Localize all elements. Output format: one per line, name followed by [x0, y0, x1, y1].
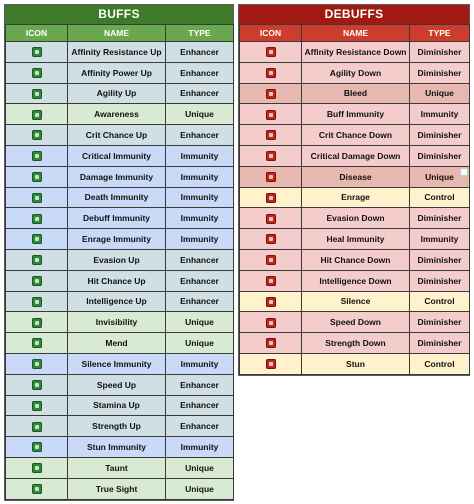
icon-cell — [6, 437, 68, 458]
table-row — [6, 478, 234, 499]
speed-up-icon — [32, 380, 42, 390]
hit-chance-up-icon — [32, 276, 42, 286]
icon-cell — [6, 187, 68, 208]
mend-icon — [32, 338, 42, 348]
type-cell: Immunity — [166, 145, 234, 166]
icon-cell — [240, 62, 302, 83]
table-row — [6, 333, 234, 354]
table-row — [240, 104, 470, 125]
icon-cell — [6, 249, 68, 270]
table-row — [240, 229, 470, 250]
name-cell: Strength Up — [68, 416, 166, 437]
type-cell: Control — [410, 187, 470, 208]
table-row — [240, 42, 470, 63]
buffs-header-name: NAME — [68, 25, 166, 42]
table-row — [6, 145, 234, 166]
table-row — [6, 457, 234, 478]
icon-cell — [240, 312, 302, 333]
table-row — [240, 187, 470, 208]
icon-cell — [240, 249, 302, 270]
table-row — [6, 416, 234, 437]
crit-chance-up-icon — [32, 130, 42, 140]
type-cell: Diminisher — [410, 333, 470, 354]
type-cell: Enhancer — [166, 395, 234, 416]
silence-immunity-icon — [32, 359, 42, 369]
debuffs-header-type: TYPE — [410, 25, 470, 42]
name-cell: Stun — [302, 353, 410, 374]
name-cell: Affinity Power Up — [68, 62, 166, 83]
name-cell: Awareness — [68, 104, 166, 125]
table-row — [6, 62, 234, 83]
table-row — [6, 437, 234, 458]
affinity-power-up-icon — [32, 68, 42, 78]
icon-cell — [6, 333, 68, 354]
table-row — [6, 208, 234, 229]
table-row — [6, 166, 234, 187]
name-cell: Intelligence Down — [302, 270, 410, 291]
name-cell: Debuff Immunity — [68, 208, 166, 229]
table-row — [240, 125, 470, 146]
table-row — [6, 270, 234, 291]
death-immunity-icon — [32, 193, 42, 203]
type-cell: Immunity — [166, 187, 234, 208]
icon-cell — [240, 83, 302, 104]
type-cell: Immunity — [166, 208, 234, 229]
icon-cell — [240, 291, 302, 312]
name-cell: Bleed — [302, 83, 410, 104]
type-cell: Immunity — [166, 229, 234, 250]
buffs-header-row — [6, 25, 234, 42]
strength-down-icon — [266, 338, 276, 348]
type-cell: Unique — [410, 83, 470, 104]
name-cell: Critical Immunity — [68, 145, 166, 166]
icon-cell — [240, 166, 302, 187]
type-cell: Unique — [166, 478, 234, 499]
icon-cell — [240, 104, 302, 125]
icon-cell — [6, 270, 68, 291]
intelligence-down-icon — [266, 276, 276, 286]
type-cell: Diminisher — [410, 145, 470, 166]
disease-icon — [266, 172, 276, 182]
table-row — [240, 249, 470, 270]
true-sight-icon — [32, 484, 42, 494]
type-cell: Enhancer — [166, 62, 234, 83]
icon-cell — [6, 353, 68, 374]
icon-cell — [6, 416, 68, 437]
table-row — [6, 187, 234, 208]
type-cell: Control — [410, 291, 470, 312]
table-row — [240, 353, 470, 374]
name-cell: Silence Immunity — [68, 353, 166, 374]
name-cell: Critical Damage Down — [302, 145, 410, 166]
name-cell: Mend — [68, 333, 166, 354]
stun-immunity-icon — [32, 442, 42, 452]
crit-chance-down-icon — [266, 130, 276, 140]
name-cell: Silence — [302, 291, 410, 312]
icon-cell — [240, 229, 302, 250]
type-cell: Enhancer — [166, 83, 234, 104]
evasion-down-icon — [266, 214, 276, 224]
icon-cell — [6, 395, 68, 416]
table-row — [240, 333, 470, 354]
name-cell: True Sight — [68, 478, 166, 499]
name-cell: Strength Down — [302, 333, 410, 354]
type-cell: Enhancer — [166, 416, 234, 437]
silence-icon — [266, 297, 276, 307]
debuffs-table-body — [240, 42, 470, 375]
table-row — [6, 229, 234, 250]
icon-cell — [6, 83, 68, 104]
icon-cell — [6, 229, 68, 250]
type-cell: Enhancer — [166, 291, 234, 312]
icon-cell — [240, 270, 302, 291]
name-cell: Affinity Resistance Up — [68, 42, 166, 63]
table-row — [240, 166, 470, 187]
enrage-immunity-icon — [32, 234, 42, 244]
buffs-header-icon: ICON — [6, 25, 68, 42]
table-row — [240, 270, 470, 291]
buffs-panel — [4, 4, 234, 501]
icon-cell — [240, 187, 302, 208]
name-cell: Agility Down — [302, 62, 410, 83]
name-cell: Stun Immunity — [68, 437, 166, 458]
name-cell: Death Immunity — [68, 187, 166, 208]
table-row — [6, 125, 234, 146]
name-cell: Disease — [302, 166, 410, 187]
name-cell: Evasion Down — [302, 208, 410, 229]
table-row — [6, 353, 234, 374]
hit-chance-down-icon — [266, 255, 276, 265]
table-row — [6, 249, 234, 270]
type-cell: Immunity — [166, 353, 234, 374]
icon-cell — [6, 312, 68, 333]
type-cell: Diminisher — [410, 208, 470, 229]
buffs-table-body — [6, 42, 234, 500]
debuffs-panel — [238, 4, 470, 376]
icon-cell — [6, 208, 68, 229]
icon-cell — [6, 62, 68, 83]
type-cell: Immunity — [166, 166, 234, 187]
name-cell: Damage Immunity — [68, 166, 166, 187]
icon-cell — [6, 457, 68, 478]
type-cell: Diminisher — [410, 312, 470, 333]
table-row — [6, 42, 234, 63]
stun-icon — [266, 359, 276, 369]
type-cell: Unique — [166, 457, 234, 478]
type-cell: Diminisher — [410, 125, 470, 146]
name-cell: Crit Chance Up — [68, 125, 166, 146]
type-cell: Unique — [166, 333, 234, 354]
table-row — [240, 62, 470, 83]
strength-up-icon — [32, 422, 42, 432]
name-cell: Hit Chance Down — [302, 249, 410, 270]
type-cell: Enhancer — [166, 270, 234, 291]
buffs-header-type: TYPE — [166, 25, 234, 42]
icon-cell — [240, 145, 302, 166]
name-cell: Evasion Up — [68, 249, 166, 270]
heal-immunity-icon — [266, 234, 276, 244]
name-cell: Crit Chance Down — [302, 125, 410, 146]
table-row — [6, 83, 234, 104]
table-row — [6, 374, 234, 395]
name-cell: Speed Down — [302, 312, 410, 333]
table-row — [6, 312, 234, 333]
name-cell: Intelligence Up — [68, 291, 166, 312]
type-cell: Enhancer — [166, 374, 234, 395]
type-cell: Diminisher — [410, 249, 470, 270]
name-cell: Agility Up — [68, 83, 166, 104]
invisibility-icon — [32, 318, 42, 328]
debuffs-header-name: NAME — [302, 25, 410, 42]
icon-cell — [240, 333, 302, 354]
critical-damage-down-icon — [266, 151, 276, 161]
type-cell: Control — [410, 353, 470, 374]
table-row — [240, 291, 470, 312]
awareness-icon — [32, 110, 42, 120]
evasion-up-icon — [32, 255, 42, 265]
agility-down-icon — [266, 68, 276, 78]
icon-cell — [240, 208, 302, 229]
name-cell: Affinity Resistance Down — [302, 42, 410, 63]
name-cell: Enrage Immunity — [68, 229, 166, 250]
icon-cell — [240, 42, 302, 63]
icon-cell — [6, 291, 68, 312]
damage-immunity-icon — [32, 172, 42, 182]
type-cell: Enhancer — [166, 125, 234, 146]
type-cell: Diminisher — [410, 62, 470, 83]
table-row — [6, 395, 234, 416]
table-row — [240, 208, 470, 229]
buffs-title: BUFFS — [5, 5, 233, 24]
buffs-table — [5, 24, 234, 500]
icon-cell — [6, 145, 68, 166]
type-cell: Immunity — [166, 437, 234, 458]
critical-immunity-icon — [32, 151, 42, 161]
table-row — [240, 83, 470, 104]
name-cell: Buff Immunity — [302, 104, 410, 125]
type-cell: Diminisher — [410, 270, 470, 291]
intelligence-up-icon — [32, 297, 42, 307]
debuffs-table — [239, 24, 470, 375]
name-cell: Taunt — [68, 457, 166, 478]
taunt-icon — [32, 463, 42, 473]
affinity-resistance-up-icon — [32, 47, 42, 57]
affinity-resistance-down-icon — [266, 47, 276, 57]
speed-down-icon — [266, 318, 276, 328]
icon-cell — [6, 478, 68, 499]
icon-cell — [240, 125, 302, 146]
icon-cell — [6, 42, 68, 63]
icon-cell — [6, 104, 68, 125]
agility-up-icon — [32, 89, 42, 99]
name-cell: Stamina Up — [68, 395, 166, 416]
scroll-marker-icon — [460, 168, 468, 176]
type-cell: Diminisher — [410, 42, 470, 63]
icon-cell — [6, 374, 68, 395]
bleed-icon — [266, 89, 276, 99]
name-cell: Hit Chance Up — [68, 270, 166, 291]
type-cell: Unique — [166, 312, 234, 333]
type-cell: Immunity — [410, 229, 470, 250]
buff-immunity-icon — [266, 110, 276, 120]
stamina-up-icon — [32, 401, 42, 411]
name-cell: Heal Immunity — [302, 229, 410, 250]
debuffs-title: DEBUFFS — [239, 5, 469, 24]
type-cell: Unique — [166, 104, 234, 125]
icon-cell — [6, 166, 68, 187]
type-cell: Enhancer — [166, 42, 234, 63]
enrage-icon — [266, 193, 276, 203]
type-cell: Unique — [410, 166, 470, 187]
name-cell: Speed Up — [68, 374, 166, 395]
icon-cell — [6, 125, 68, 146]
debuff-immunity-icon — [32, 214, 42, 224]
type-cell: Enhancer — [166, 249, 234, 270]
table-row — [240, 312, 470, 333]
debuffs-header-row — [240, 25, 470, 42]
name-cell: Enrage — [302, 187, 410, 208]
icon-cell — [240, 353, 302, 374]
table-row — [6, 104, 234, 125]
table-row — [240, 145, 470, 166]
table-row — [6, 291, 234, 312]
name-cell: Invisibility — [68, 312, 166, 333]
debuffs-header-icon: ICON — [240, 25, 302, 42]
type-cell: Immunity — [410, 104, 470, 125]
